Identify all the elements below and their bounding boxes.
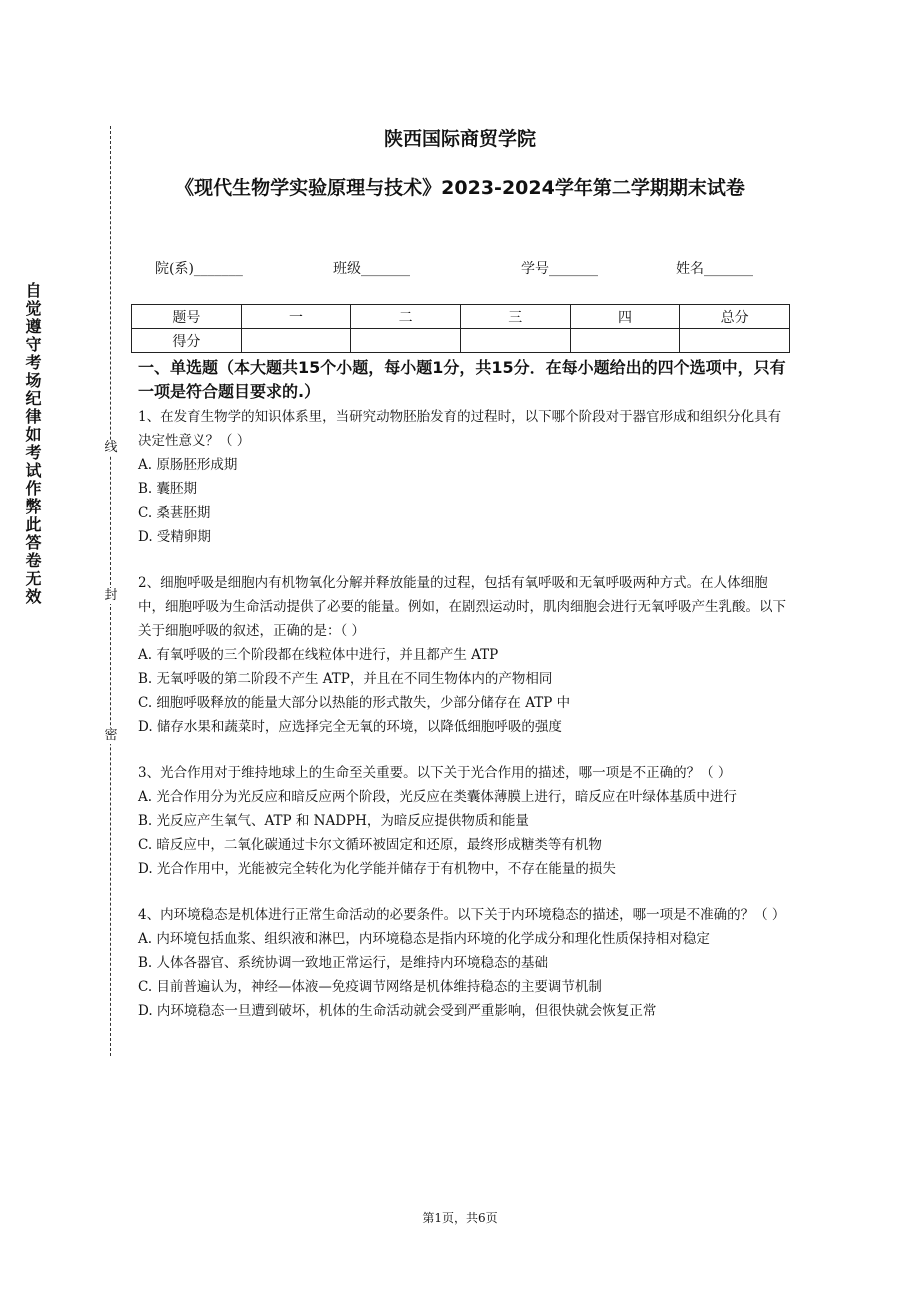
question-1	[138, 405, 788, 549]
score-cell-4	[570, 329, 680, 353]
question-stem: 1、在发育生物学的知识体系里，当研究动物胚胎发育的过程时，以下哪个阶段对于器官形成和组织分化具有决定性意义？（ ）	[138, 409, 782, 449]
header-part-2: 二	[351, 305, 461, 329]
question-4	[138, 903, 788, 1023]
option-b: B. 光反应产生氧气、ATP 和 NADPH，为暗反应提供物质和能量	[138, 813, 529, 829]
option-a: A. 光合作用分为光反应和暗反应两个阶段，光反应在类囊体薄膜上进行，暗反应在叶绿体基质中进行	[138, 789, 737, 805]
exam-title: 《现代生物学实验原理与技术》2023-2024学年第二学期期末试卷	[175, 177, 745, 199]
section-one-heading: 一、单选题（本大题共15个小题，每小题1分，共15分．在每小题给出的四个选项中，只有一项是符合题目要求的.）	[138, 358, 786, 401]
name-field: 姓名_______	[676, 261, 753, 277]
option-c: C. 细胞呼吸释放的能量大部分以热能的形式散失，少部分储存在 ATP 中	[138, 695, 571, 711]
header-part-3: 三	[460, 305, 570, 329]
option-a: A. 原肠胚形成期	[138, 457, 238, 473]
exam-discipline-warning: 自觉遵守考场纪律如考试作弊此答卷无效	[23, 282, 42, 606]
score-row-label: 得分	[132, 329, 242, 353]
score-table-score-row	[132, 329, 790, 353]
option-c: C. 暗反应中，二氧化碳通过卡尔文循环被固定和还原，最终形成糖类等有机物	[138, 837, 602, 853]
page-footer: 第1页，共6页	[422, 1211, 498, 1225]
option-d: D. 光合作用中，光能被完全转化为化学能并储存于有机物中，不存在能量的损失	[138, 861, 616, 877]
option-a: A. 有氧呼吸的三个阶段都在线粒体中进行，并且都产生 ATP	[138, 647, 499, 663]
header-question-number: 题号	[132, 305, 242, 329]
score-table-header-row	[132, 305, 790, 329]
student-id-field: 学号_______	[521, 261, 598, 277]
school-name: 陕西国际商贸学院	[383, 128, 536, 150]
option-d: D. 内环境稳态一旦遭到破坏，机体的生命活动就会受到严重影响，但很快就会恢复正常	[138, 1003, 657, 1019]
class-field: 班级_______	[333, 261, 410, 277]
score-cell-1	[241, 329, 351, 353]
option-c: C. 目前普遍认为，神经—体液—免疫调节网络是机体维持稳态的主要调节机制	[138, 979, 602, 995]
seal-mark-secret: 密	[104, 728, 118, 743]
option-a: A. 内环境包括血浆、组织液和淋巴，内环境稳态是指内环境的化学成分和理化性质保持相对稳定	[138, 931, 710, 947]
question-3	[138, 761, 788, 881]
question-stem: 3、光合作用对于维持地球上的生命至关重要。以下关于光合作用的描述，哪一项是不正确的？（ ）	[138, 765, 732, 781]
header-part-1: 一	[241, 305, 351, 329]
score-cell-3	[460, 329, 570, 353]
option-b: B. 人体各器官、系统协调一致地正常运行，是维持内环境稳态的基础	[138, 955, 549, 971]
option-b: B. 囊胚期	[138, 481, 198, 497]
department-field: 院(系)_______	[155, 261, 243, 277]
score-table	[131, 304, 790, 353]
option-c: C. 桑葚胚期	[138, 505, 211, 521]
seal-mark-seal: 封	[104, 588, 118, 603]
question-list	[138, 405, 788, 1045]
option-b: B. 无氧呼吸的第二阶段不产生 ATP，并且在不同生物体内的产物相同	[138, 671, 553, 687]
score-cell-total	[680, 329, 790, 353]
option-d: D. 受精卵期	[138, 529, 211, 545]
seal-mark-line: 线	[104, 440, 118, 455]
option-d: D. 储存水果和蔬菜时，应选择完全无氧的环境，以降低细胞呼吸的强度	[138, 719, 562, 735]
header-part-4: 四	[570, 305, 680, 329]
question-2	[138, 571, 788, 739]
header-total: 总分	[680, 305, 790, 329]
question-stem: 2、细胞呼吸是细胞内有机物氧化分解并释放能量的过程，包括有氧呼吸和无氧呼吸两种方式。在人体细胞中，细胞呼吸为生命活动提供了必要的能量。例如，在剧烈运动时，肌肉细胞会进行无氧呼吸产生乳酸。以下关于细胞呼吸的叙述，正确的是：（ ）	[138, 575, 786, 639]
question-stem: 4、内环境稳态是机体进行正常生命活动的必要条件。以下关于内环境稳态的描述，哪一项是不准确的？（ ）	[138, 907, 786, 923]
score-cell-2	[351, 329, 461, 353]
